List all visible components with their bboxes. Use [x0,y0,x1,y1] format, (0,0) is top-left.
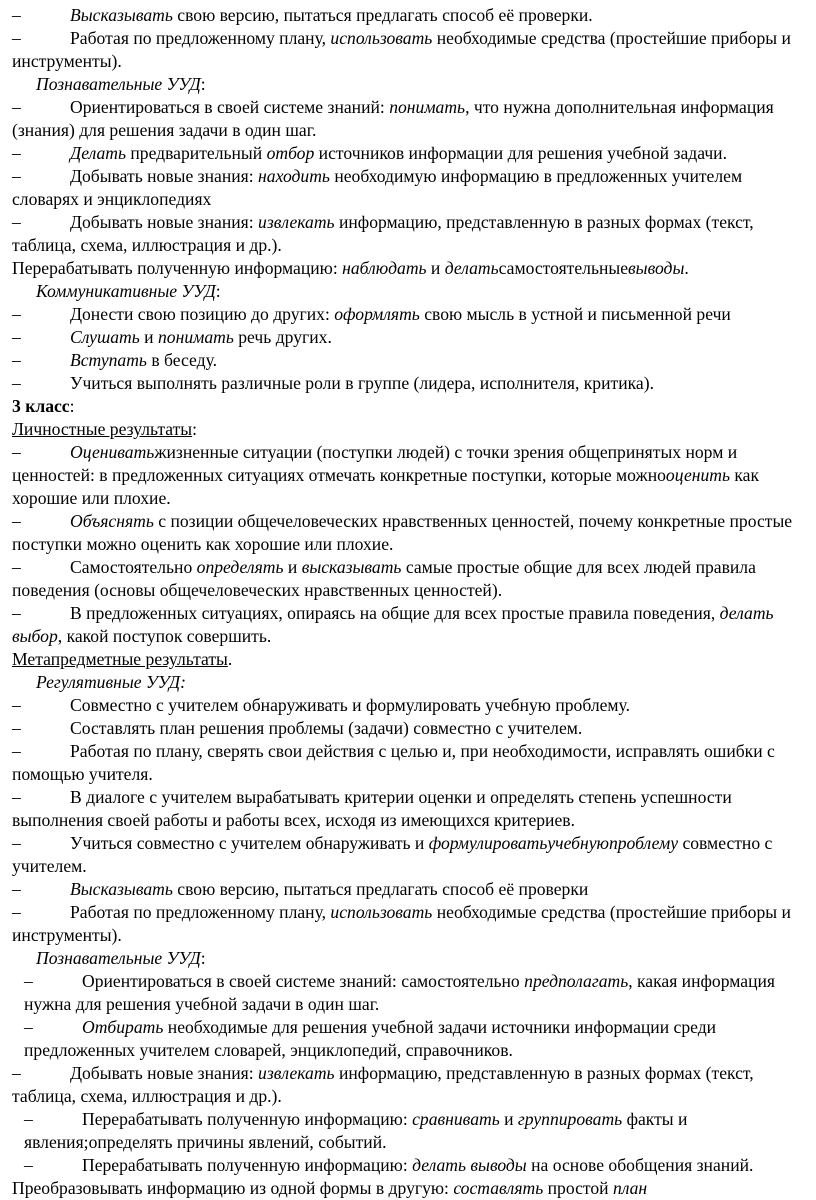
text-run: оценить [665,465,730,485]
list-dash: – [12,304,21,324]
list-dash: – [24,1017,33,1037]
list-item [12,441,806,510]
list-item [12,27,806,73]
text-run: необходимые средства (простейшие приборы и инструменты). [12,902,791,945]
text-run: жизненные ситуации (поступки людей) с точки зрения общепринятых норм и ценностей: в предложенных ситуациях отмечать конкретные поступки, которые можно [12,442,738,485]
text-run: необходимые средства (простейшие приборы и инструменты). [12,28,791,71]
text-run: Познавательные УУД [36,948,201,968]
list-item [12,878,806,901]
list-item [12,556,806,602]
text-run: делать [444,258,499,278]
text-run: свою версию, пытаться предлагать способ её проверки [172,879,589,899]
text-run: в беседу. [146,350,218,370]
text-run: Метапредметные результаты [12,649,228,669]
text-run: на основе обобщения знаний. [526,1155,754,1175]
list-item [12,165,806,211]
list-item [12,1108,806,1154]
list-dash: – [12,879,21,899]
text-run: речь других. [233,327,332,347]
text-run: понимать [389,97,466,117]
text-run: высказывать [301,557,402,577]
text-run: Ориентироваться в своей системе знаний: [70,97,390,117]
text-run: извлекать [258,212,335,232]
list-dash: – [12,741,21,761]
text-run: . [684,258,689,278]
list-dash: – [12,166,21,186]
list-dash: – [12,143,21,163]
list-dash: – [24,1109,33,1129]
text-run: Перерабатывать полученную информацию: [82,1109,413,1129]
text-run: выводы [628,258,685,278]
text-run: составлять [453,1178,544,1198]
text-run: Регулятивные УУД: [36,672,186,692]
section-heading [12,280,806,303]
list-dash: – [12,97,21,117]
text-run: как хорошие или плохие. [12,465,760,508]
list-dash: – [12,1063,21,1083]
text-run: В диалоге с учителем вырабатывать критерии оценки и определять степень успешности выполнения своей работы и работы всех, исходя из имеющихся критериев. [12,787,732,830]
text-run: Составлять план решения проблемы (задачи) совместно с учителем. [70,718,583,738]
list-item [12,717,806,740]
text-run: Самостоятельно [70,557,197,577]
paragraph [12,257,806,280]
text-run: Работая по предложенному плану, [70,28,331,48]
text-run: использовать [330,902,433,922]
text-run: понимать [158,327,234,347]
list-item [12,372,806,395]
list-item [12,694,806,717]
text-run: Работая по предложенному плану, [70,902,331,922]
list-item [12,832,806,878]
list-item [12,602,806,648]
text-run: Перерабатывать полученную информацию: [12,258,343,278]
text-run: Высказывать [70,879,173,899]
text-run: Делать [70,143,126,163]
text-run: наблюдать [342,258,427,278]
list-item [12,211,806,257]
list-dash: – [12,442,21,462]
text-run: Донести свою позицию до других: [70,304,335,324]
text-run: : [200,74,206,94]
list-item [12,786,806,832]
list-dash: – [12,373,21,393]
list-dash: – [12,833,21,853]
text-run: оформлять [334,304,420,324]
list-dash: – [12,327,21,347]
text-run: : [215,281,221,301]
paragraph [12,648,806,671]
text-run: использовать [330,28,433,48]
text-run: , что нужна дополнительная информация (знания) для решения задачи в один шаг. [12,97,774,140]
text-run: : [200,948,206,968]
list-item [12,1016,806,1062]
list-item [12,1154,806,1177]
text-run: Объяснять [70,511,154,531]
text-run: Высказывать [70,5,173,25]
text-run: Коммуникативные УУД [36,281,216,301]
text-run: сравнивать [412,1109,500,1129]
text-run: самостоятельные [498,258,629,278]
text-run: Работая по плану, сверять свои действия с целью и, при необходимости, исправлять ошибки с помощью учителя. [12,741,775,784]
list-item [12,970,806,1016]
paragraph [12,1177,806,1200]
list-item [12,1062,806,1108]
text-run: : [192,419,198,439]
text-run: Учиться совместно с учителем обнаруживать и [70,833,429,853]
list-dash: – [12,603,21,623]
text-run: отбор [266,143,315,163]
paragraph [12,418,806,441]
text-run: Познавательные УУД [36,74,201,94]
text-run: Перерабатывать полученную информацию: [82,1155,413,1175]
text-run: извлекать [258,1063,335,1083]
text-run: находить [258,166,330,186]
list-item [12,303,806,326]
list-dash: – [12,557,21,577]
text-run: Оценивать [70,442,155,462]
text-run: , какая информация нужна для решения учебной задачи в один шаг. [24,971,775,1014]
list-item [12,510,806,556]
text-run: необходимые для решения учебной задачи источники информации среди предложенных учителем словарей, энциклопедий, справочников. [24,1017,717,1060]
text-run: простой [543,1178,613,1198]
list-dash: – [12,718,21,738]
text-run: формулироватьучебнуюпроблему [428,833,679,853]
list-item [12,349,806,372]
section-heading [12,671,806,694]
text-run: . [227,649,233,669]
list-item [12,901,806,947]
text-run: факты и явления;определять причины явлений, событий. [24,1109,688,1152]
text-run: и [139,327,158,347]
list-dash: – [12,350,21,370]
list-item [12,96,806,142]
text-run: и [283,557,302,577]
list-dash: – [12,902,21,922]
text-run: Отбирать [82,1017,164,1037]
list-item [12,740,806,786]
text-run: предполагать [524,971,629,991]
list-dash: – [12,511,21,531]
text-run: Добывать новые знания: [70,166,259,186]
text-run: 3 класс [12,396,70,416]
text-run: и [499,1109,518,1129]
list-item [12,4,806,27]
list-dash: – [24,971,33,991]
list-dash: – [12,212,21,232]
text-run: Добывать новые знания: [70,212,259,232]
text-run: информацию, представленную в разных формах (текст, таблица, схема, иллюстрация и др.). [12,212,754,255]
text-run: Ориентироваться в своей системе знаний: самостоятельно [82,971,525,991]
list-dash: – [12,28,21,48]
text-run: свою мысль в устной и письменной речи [419,304,731,324]
text-run: : [69,396,75,416]
text-run: Добывать новые знания: [70,1063,259,1083]
text-run: совместно с учителем. [12,833,773,876]
text-run: Личностные результаты [12,419,193,439]
list-dash: – [12,787,21,807]
text-run: Учиться выполнять различные роли в группе (лидера, исполнителя, критика). [70,373,654,393]
list-dash: – [24,1155,33,1175]
text-run: и [426,258,445,278]
list-item [12,142,806,165]
text-run: Слушать [70,327,140,347]
text-run: группировать [517,1109,623,1129]
text-run: информацию, представленную в разных формах (текст, таблица, схема, иллюстрация и др.). [12,1063,754,1106]
text-run: В предложенных ситуациях, опираясь на общие для всех простые правила поведения, [70,603,720,623]
text-run: свою версию, пытаться предлагать способ её проверки. [172,5,593,25]
text-run: необходимую информацию в предложенных учителем словарях и энциклопедиях [12,166,743,209]
list-item [12,326,806,349]
list-dash: – [12,5,21,25]
text-run: , какой поступок совершить. [57,626,272,646]
text-run: план [612,1178,648,1198]
section-heading [12,73,806,96]
text-run: с позиции общечеловеческих нравственных ценностей, почему конкретные простые поступки можно оценить как хорошие или плохие. [12,511,793,554]
text-run: делать выбор [12,603,774,646]
section-heading [12,947,806,970]
text-run: Совместно с учителем обнаруживать и формулировать учебную проблему. [70,695,630,715]
text-run: определять [196,557,284,577]
text-run: источников информации для решения учебной задачи. [314,143,727,163]
paragraph [12,395,806,418]
text-run: предварительный [125,143,267,163]
text-run: самые простые общие для всех людей правила поведения (основы общечеловеческих нравственных ценностей). [12,557,756,600]
text-run: Преобразовывать информацию из одной формы в другую: [12,1178,454,1198]
list-dash: – [12,695,21,715]
text-run: Вступать [70,350,147,370]
text-run: делать выводы [412,1155,527,1175]
